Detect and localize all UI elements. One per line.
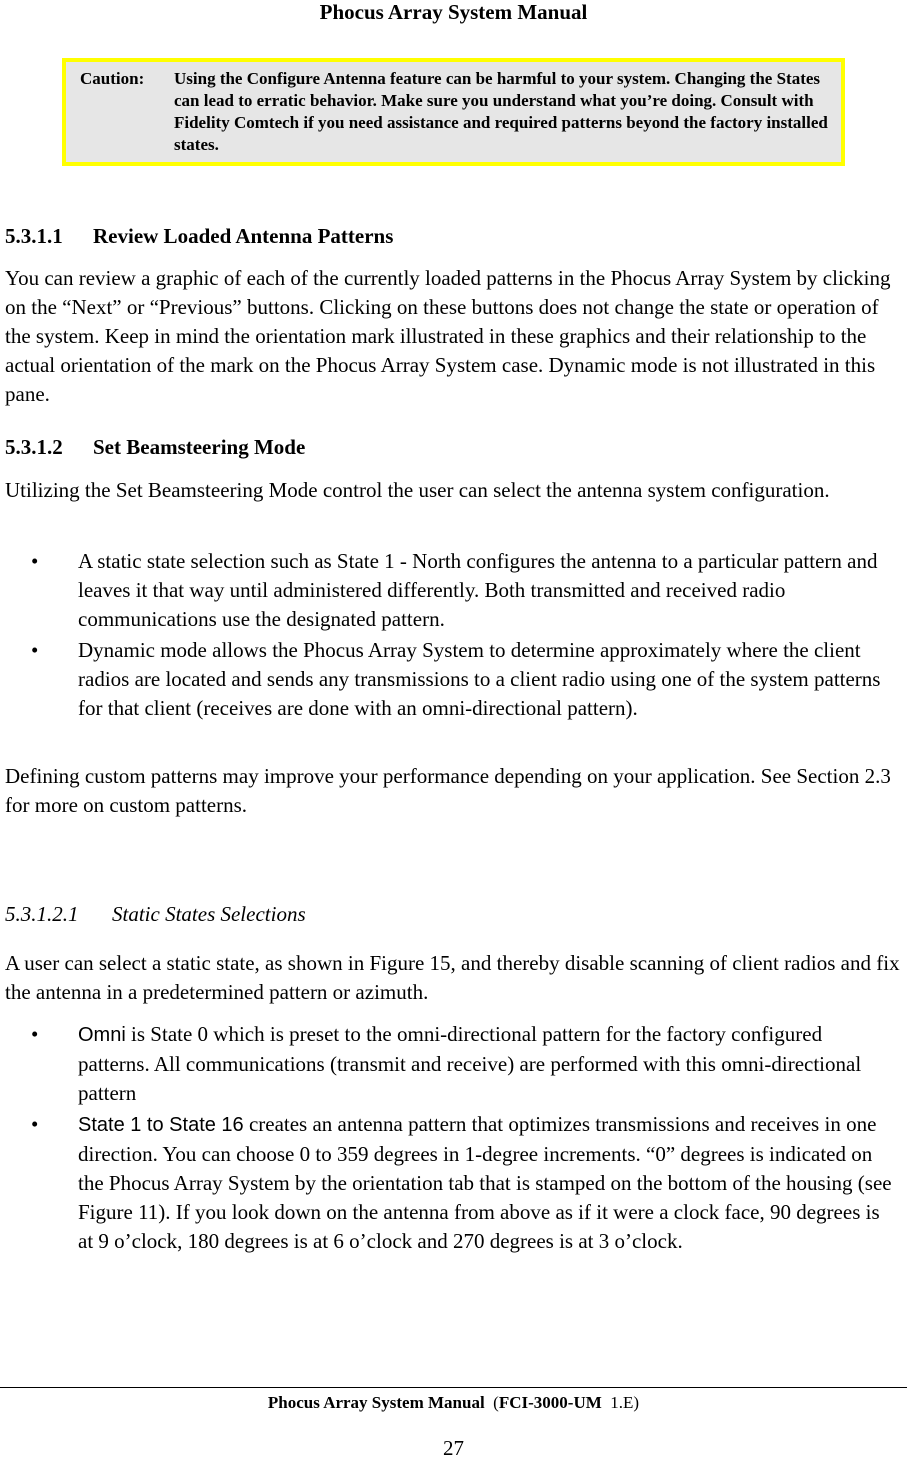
page-header: Phocus Array System Manual [319,0,588,24]
footer: Phocus Array System Manual (FCI-3000-UM 1.E) [267,1393,640,1412]
list-item [0,1020,898,1108]
list-item [0,547,898,634]
section-title: Review Loaded Antenna Patterns [93,224,394,248]
list-item [0,636,898,723]
list-item-term: State 1 to State 16 [78,1114,244,1136]
page-number: 27 [443,1436,464,1460]
footer-divider [0,1387,907,1388]
bullet-icon: • [31,549,39,573]
paragraph-static-intro: A user can select a static state, as shown in Figure 15, and thereby disable scanning of client radios and fix the antenna in a predetermined pattern or azimuth. [5,951,900,1004]
section-number: 5.3.1.1 [5,224,63,248]
caution-label: Caution: [80,69,145,88]
list-item [0,1110,898,1256]
section-number: 5.3.1.2.1 [5,902,79,926]
section-heading-review [5,223,393,249]
footer-manual-title: Phocus Array System Manual [267,1393,485,1412]
bullet-icon: • [31,638,39,662]
section-number: 5.3.1.2 [5,435,63,459]
paragraph-review: You can review a graphic of each of the currently loaded patterns in the Phocus Array System by clicking on the “Next” or “Previous” buttons. Clicking on these buttons does not change the state or operation of the system. Keep in mind the orientation mark illustrated in these graphics and their relationship to the actual orientation of the mark on the Phocus Array System case. Dynamic mode is not illustrated in this pane. [5,266,891,406]
section-title: Static States Selections [112,902,306,926]
static-states-bullet-list [0,1020,907,1258]
section-heading-beamsteering [5,434,305,460]
bullet-icon: • [31,1022,39,1046]
paragraph-beamsteering-intro: Utilizing the Set Beamsteering Mode control the user can select the antenna system configuration. [5,478,830,502]
list-item-text: creates an antenna pattern that optimizes transmissions and receives in one direction. You can choose 0 to 359 degrees in 1-degree increments. “0” degrees is indicated on the Phocus Array System by the orientation tab that is stamped on the bottom of the housing (see Figure 11). If you look down on the antenna from above as if it were a clock face, 90 degrees is at 9 o’clock, 180 degrees is at 6 o’clock and 270 degrees is at 3 o’clock. [78,1112,892,1253]
beamsteering-bullet-list [0,547,907,725]
bullet-icon: • [31,1112,39,1136]
list-item-text: Dynamic mode allows the Phocus Array System to determine approximately where the client radios are located and sends any transmissions to a client radio using one of the system patterns for that client (receives are done with an omni-directional pattern). [78,638,881,720]
footer-doc-id: FCI-3000-UM [498,1393,602,1412]
section-title: Set Beamsteering Mode [93,435,306,459]
footer-revision: 1.E [610,1393,634,1412]
list-item-text: A static state selection such as State 1 - North configures the antenna to a particular pattern and leaves it that way until administered differently. Both transmitted and received radio communications use the designated pattern. [78,549,878,631]
caution-text: Using the Configure Antenna feature can be harmful to your system. Changing the States can lead to erratic behavior. Make sure you understand what you’re doing. Consult with Fidelity Comtech if you need assistance and required patterns beyond the factory installed states. [174,69,828,154]
list-item-term: Omni [78,1024,126,1046]
paragraph-custom-patterns: Defining custom patterns may improve your performance depending on your application. See Section 2.3 for more on custom patterns. [5,764,891,817]
list-item-text: is State 0 which is preset to the omni-directional pattern for the factory configured patterns. All communications (transmit and receive) are performed with this omni-directional pattern [78,1022,862,1105]
section-heading-static-states [5,901,306,927]
caution-box [62,58,845,166]
